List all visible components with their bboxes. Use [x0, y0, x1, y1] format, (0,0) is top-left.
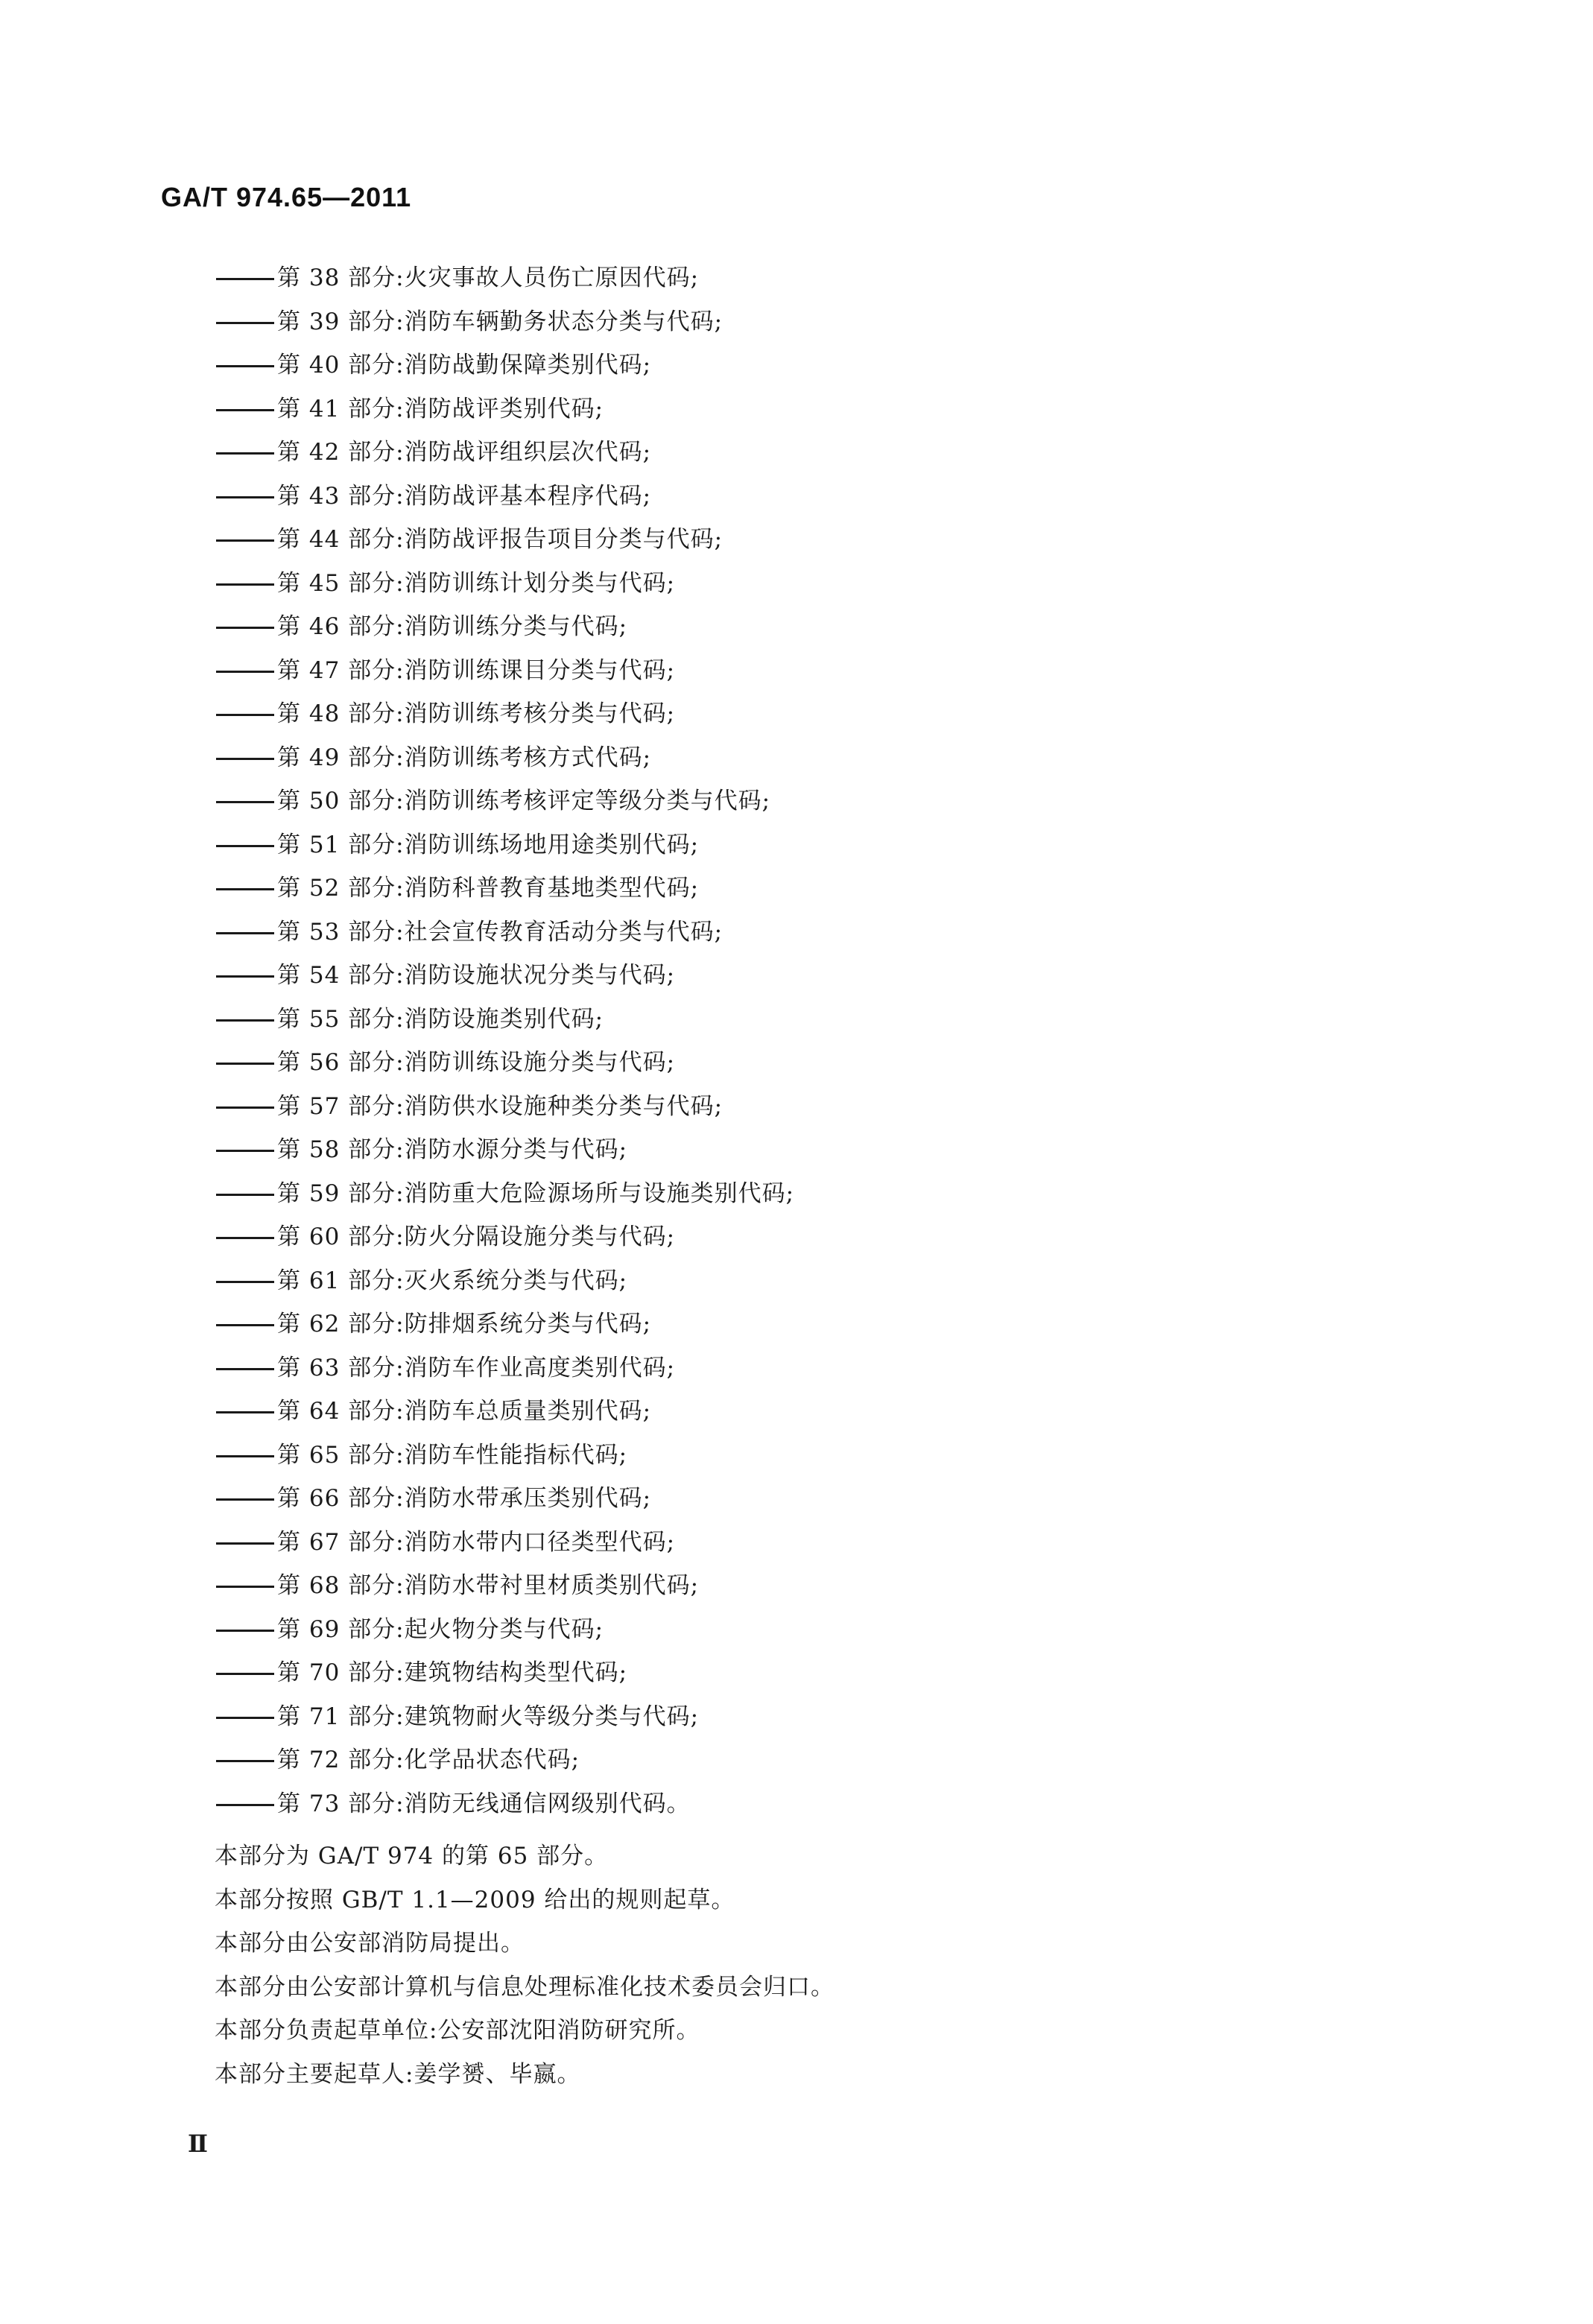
part-text: 第 39 部分:消防车辆勤务状态分类与代码; [277, 308, 723, 335]
parts-list [216, 256, 794, 1826]
part-text: 第 55 部分:消防设施类别代码; [277, 1005, 604, 1033]
info-paragraph: 本部分为 GA/T 974 的第 65 部分。 [215, 1843, 609, 1869]
em-dash [216, 671, 274, 673]
em-dash [216, 1673, 274, 1675]
list-item [216, 954, 794, 998]
em-dash [216, 1760, 274, 1762]
list-item [216, 475, 794, 519]
part-text: 第 49 部分:消防训练考核方式代码; [277, 744, 652, 771]
em-dash [216, 322, 274, 324]
list-item [216, 1608, 794, 1652]
em-dash [216, 409, 274, 411]
part-text: 第 51 部分:消防训练场地用途类别代码; [277, 831, 700, 858]
em-dash [216, 975, 274, 978]
em-dash [216, 1150, 274, 1152]
em-dash [216, 758, 274, 760]
em-dash [216, 1194, 274, 1196]
part-text: 第 60 部分:防火分隔设施分类与代码; [277, 1223, 676, 1250]
part-text: 第 58 部分:消防水源分类与代码; [277, 1136, 628, 1163]
list-item [216, 998, 794, 1042]
list-item [216, 562, 794, 606]
list-item [216, 1738, 794, 1782]
part-text: 第 42 部分:消防战评组织层次代码; [277, 439, 652, 466]
em-dash [216, 714, 274, 716]
part-text: 第 45 部分:消防训练计划分类与代码; [277, 569, 676, 597]
list-item [216, 518, 794, 562]
part-text: 第 44 部分:消防战评报告项目分类与代码; [277, 526, 723, 553]
part-text: 第 57 部分:消防供水设施种类分类与代码; [277, 1092, 723, 1120]
em-dash [216, 627, 274, 629]
em-dash [216, 1237, 274, 1239]
em-dash [216, 1717, 274, 1719]
part-text: 第 68 部分:消防水带衬里材质类别代码; [277, 1572, 700, 1599]
list-item [216, 605, 794, 649]
list-item [216, 1434, 794, 1478]
part-text: 第 41 部分:消防战评类别代码; [277, 395, 604, 422]
info-paragraph: 本部分主要起草人:姜学赟、毕嬴。 [215, 2060, 581, 2088]
list-item [216, 1085, 794, 1129]
em-dash [216, 801, 274, 803]
em-dash [216, 1106, 274, 1109]
part-text: 第 52 部分:消防科普教育基地类型代码; [277, 875, 700, 902]
part-text: 第 46 部分:消防训练分类与代码; [277, 613, 628, 640]
em-dash [216, 1542, 274, 1545]
part-text: 第 64 部分:消防车总质量类别代码; [277, 1398, 652, 1425]
list-item [216, 1041, 794, 1085]
em-dash [216, 539, 274, 542]
list-item [216, 431, 794, 475]
list-item [216, 736, 794, 780]
em-dash [216, 365, 274, 367]
part-text: 第 63 部分:消防车作业高度类别代码; [277, 1354, 676, 1381]
part-text: 第 53 部分:社会宣传教育活动分类与代码; [277, 918, 723, 946]
list-item [216, 1390, 794, 1434]
list-item [216, 1782, 794, 1826]
part-text: 第 47 部分:消防训练课目分类与代码; [277, 656, 676, 684]
part-text: 第 73 部分:消防无线通信网级别代码。 [277, 1790, 691, 1817]
info-paragraph: 本部分由公安部消防局提出。 [215, 1930, 525, 1957]
em-dash [216, 845, 274, 847]
part-text: 第 66 部分:消防水带承压类别代码; [277, 1485, 652, 1512]
list-item [216, 649, 794, 693]
part-text: 第 48 部分:消防训练考核分类与代码; [277, 700, 676, 727]
part-text: 第 71 部分:建筑物耐火等级分类与代码; [277, 1703, 700, 1730]
em-dash [216, 1586, 274, 1588]
info-paragraph: 本部分负责起草单位:公安部沈阳消防研究所。 [215, 2017, 700, 2044]
list-item [216, 1651, 794, 1695]
list-item [216, 867, 794, 911]
em-dash [216, 1324, 274, 1326]
list-item [216, 1172, 794, 1216]
em-dash [216, 452, 274, 455]
em-dash [216, 1063, 274, 1065]
em-dash [216, 496, 274, 498]
list-item [216, 779, 794, 823]
em-dash [216, 1411, 274, 1413]
em-dash [216, 1281, 274, 1283]
em-dash [216, 1804, 274, 1806]
part-text: 第 61 部分:灭火系统分类与代码; [277, 1267, 628, 1294]
list-item [216, 343, 794, 387]
info-paragraphs [215, 1834, 834, 2096]
list-item [216, 1302, 794, 1346]
part-text: 第 72 部分:化学品状态代码; [277, 1747, 580, 1773]
part-text: 第 70 部分:建筑物结构类型代码; [277, 1659, 628, 1686]
part-text: 第 56 部分:消防训练设施分类与代码; [277, 1049, 676, 1076]
part-text: 第 54 部分:消防设施状况分类与代码; [277, 962, 676, 989]
list-item [216, 300, 794, 344]
part-text: 第 40 部分:消防战勤保障类别代码; [277, 352, 652, 379]
list-item [216, 1564, 794, 1608]
em-dash [216, 1368, 274, 1370]
em-dash [216, 1498, 274, 1501]
list-item [216, 692, 794, 736]
info-paragraph: 本部分由公安部计算机与信息处理标准化技术委员会归口。 [215, 1973, 834, 2001]
part-text: 第 67 部分:消防水带内口径类型代码; [277, 1528, 676, 1556]
standard-number-header: GA/T 974.65—2011 [161, 182, 412, 212]
list-item [216, 1695, 794, 1739]
em-dash [216, 1019, 274, 1022]
list-item [216, 1215, 794, 1259]
part-text: 第 59 部分:消防重大危险源场所与设施类别代码; [277, 1180, 795, 1207]
part-text: 第 50 部分:消防训练考核评定等级分类与代码; [277, 788, 771, 814]
list-item [216, 256, 794, 300]
part-text: 第 62 部分:防排烟系统分类与代码; [277, 1311, 652, 1337]
list-item [216, 823, 794, 867]
list-item [216, 1259, 794, 1303]
list-item [216, 1346, 794, 1390]
list-item [216, 1128, 794, 1172]
part-text: 第 43 部分:消防战评基本程序代码; [277, 482, 652, 510]
em-dash [216, 278, 274, 280]
part-text: 第 69 部分:起火物分类与代码; [277, 1615, 604, 1643]
em-dash [216, 932, 274, 934]
list-item [216, 387, 794, 431]
list-item [216, 911, 794, 954]
list-item [216, 1521, 794, 1565]
part-text: 第 65 部分:消防车性能指标代码; [277, 1441, 628, 1469]
list-item [216, 1477, 794, 1521]
page-number: Ⅱ [188, 2130, 207, 2158]
em-dash [216, 1455, 274, 1457]
info-paragraph: 本部分按照 GB/T 1.1—2009 给出的规则起草。 [215, 1886, 735, 1913]
part-text: 第 38 部分:火灾事故人员伤亡原因代码; [277, 265, 700, 291]
em-dash [216, 1630, 274, 1632]
em-dash [216, 888, 274, 890]
em-dash [216, 583, 274, 586]
